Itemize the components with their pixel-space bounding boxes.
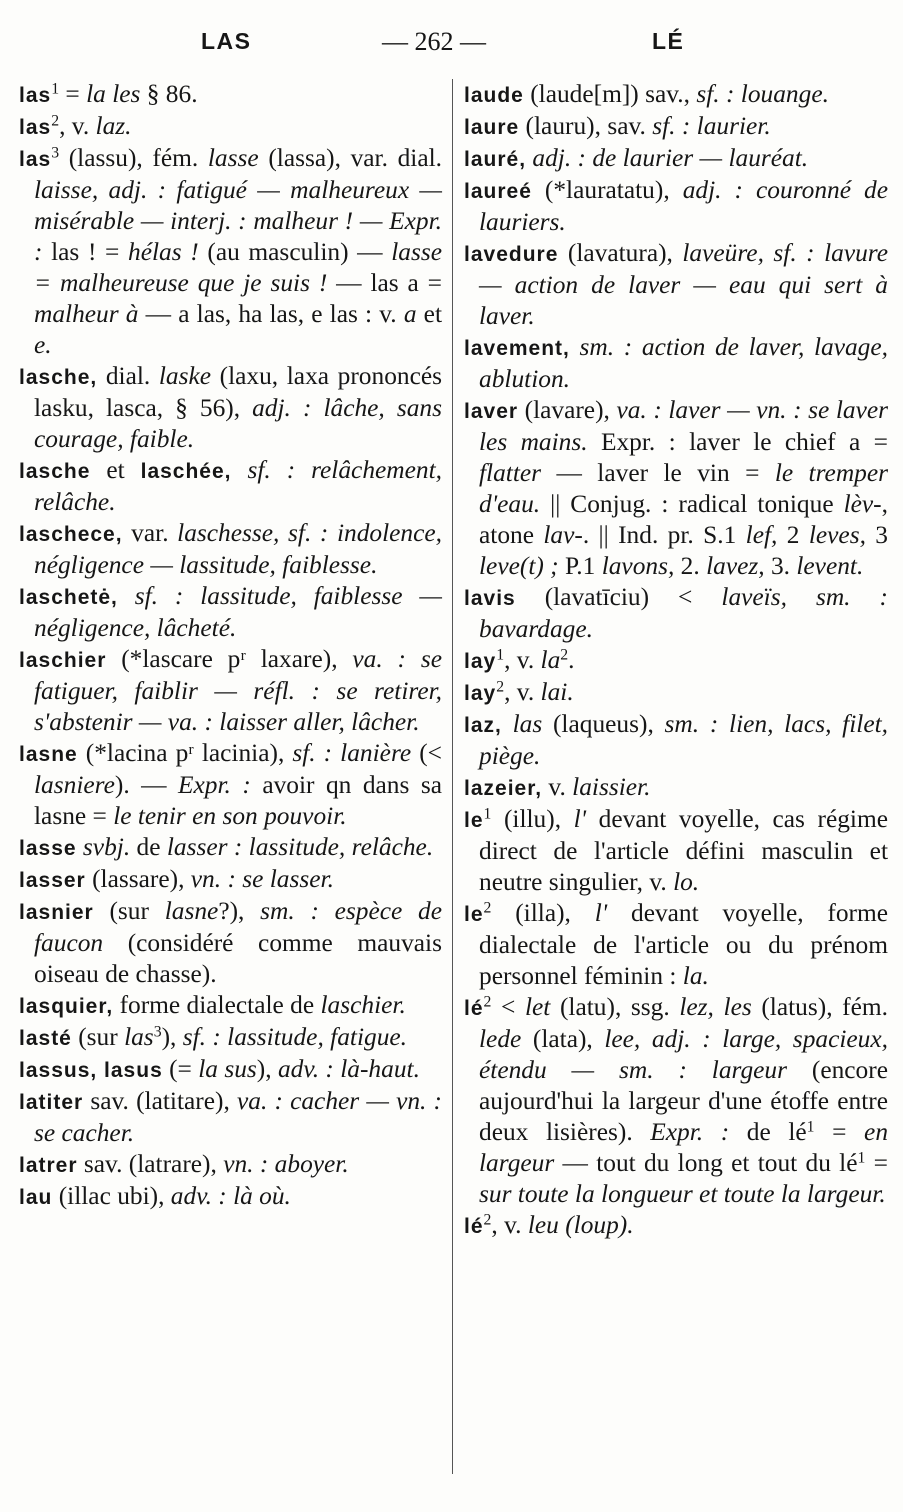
entry-text: , v.	[504, 678, 541, 706]
entry-text: (laqueus),	[542, 710, 665, 738]
dictionary-entry	[464, 645, 888, 677]
gloss-text: lasse	[207, 144, 259, 172]
gloss-text: a	[403, 300, 417, 328]
dictionary-entry	[19, 1022, 442, 1054]
gloss-text: leve(t) ;	[479, 552, 559, 580]
dictionary-entry	[464, 709, 888, 772]
dictionary-entry	[464, 111, 888, 143]
headword: lasse	[19, 837, 77, 860]
gloss-text: leu (loup).	[527, 1211, 634, 1239]
entry-text: || Conjug. : radical tonique	[540, 490, 844, 518]
gloss-text: va. : cacher — vn. : se cacher.	[34, 1087, 443, 1147]
entry-text: (illac ubi),	[52, 1182, 171, 1210]
gloss-text: sf. : louange.	[696, 80, 829, 108]
entry-text: — tout du long et tout du lé	[554, 1149, 858, 1177]
dictionary-entry	[19, 518, 442, 581]
entry-text: dial.	[97, 362, 159, 390]
entry-text: et	[90, 456, 141, 484]
running-head-left: LAS	[201, 28, 252, 54]
entry-text: (illu),	[491, 805, 574, 833]
dictionary-entry	[464, 175, 888, 238]
gloss-text: lede	[479, 1025, 522, 1053]
homograph-number: 2	[483, 1211, 492, 1229]
entry-text: devant voyelle, forme dialectale de l'article ou du prénom personnel féminin :	[479, 899, 889, 990]
gloss-text: laissier.	[572, 773, 651, 801]
entry-text: (au masculin) —	[198, 238, 392, 266]
entry-text: las ! =	[42, 238, 129, 266]
entry-text	[232, 456, 248, 484]
entry-text: (latu), ssg.	[550, 993, 680, 1021]
headword: laschier	[19, 649, 107, 672]
gloss-text: laisse, adj. : fatigué — malheureux — misérable — interj. : malheur ! — Expr. :	[34, 176, 442, 266]
entry-text: (laxu, laxa prononcés lasku, lasca, § 56),	[34, 362, 443, 422]
entry-text: P.1	[558, 552, 602, 580]
dictionary-entry	[19, 990, 442, 1022]
gloss-text: adj. : de laurier — lauréat.	[532, 144, 809, 172]
entry-text: § 86.	[140, 80, 198, 108]
page-number: — 262 —	[382, 27, 486, 56]
headword: lé	[464, 1215, 484, 1238]
dictionary-entry	[464, 992, 888, 1210]
gloss-text: lee, adj. : large, spacieux, étendu — sm. : largeur	[479, 1025, 888, 1084]
gloss-text: laveüre, sf. : lavure — action de laver — eau qui sert à laver.	[479, 239, 889, 330]
entry-text: — las a =	[327, 269, 443, 297]
entry-text	[570, 333, 580, 361]
headword: las	[19, 116, 52, 139]
gloss-text: lèv-	[843, 490, 882, 518]
headword: lasté	[19, 1027, 72, 1050]
dictionary-entry	[464, 1210, 888, 1242]
entry-text: et	[416, 300, 443, 328]
headword: lazeier,	[464, 777, 543, 800]
dictionary-entry	[19, 1054, 442, 1086]
headword: le	[464, 809, 484, 832]
entry-text: (*lauratatu),	[531, 176, 683, 204]
entry-text: ),	[161, 1023, 183, 1051]
entry-text: sav. (latitare),	[83, 1087, 237, 1115]
dictionary-entry	[464, 772, 888, 804]
running-head	[0, 28, 903, 62]
headword: lavement,	[464, 337, 570, 360]
entry-text: (lassare),	[85, 865, 191, 893]
entry-text: =	[865, 1149, 888, 1177]
headword: lay	[464, 682, 497, 705]
entry-text: =	[59, 80, 87, 108]
gloss-text: lasne	[164, 897, 219, 925]
entry-text: , v.	[59, 112, 96, 140]
headword: las	[19, 84, 52, 107]
gloss-text: adj. : couronné de lauriers.	[479, 176, 888, 236]
gloss-text: leves,	[808, 521, 866, 549]
headword: lavedure	[464, 243, 559, 266]
entry-text: (lassu), fém.	[59, 144, 208, 172]
entry-text: (<	[411, 739, 442, 767]
entry-text: ?),	[218, 897, 261, 925]
dictionary-entry	[464, 79, 888, 111]
gloss-text: lef,	[745, 521, 778, 549]
dictionary-entry	[464, 395, 888, 582]
homograph-number: 2	[51, 112, 60, 130]
gloss-text: las	[512, 710, 543, 738]
headword: lé	[464, 997, 484, 1020]
headword: lasnier	[19, 901, 94, 924]
gloss-text: laske	[158, 362, 212, 390]
entry-text: ),	[256, 1055, 278, 1083]
homograph-number: 1	[496, 646, 505, 664]
headword: lasche,	[19, 366, 98, 389]
running-head-right: LÉ	[652, 28, 685, 54]
entry-text: (=	[162, 1055, 199, 1083]
headword: laschece,	[19, 523, 123, 546]
entry-text: 3.	[764, 552, 797, 580]
headword: laschée,	[140, 460, 232, 483]
gloss-text: lo.	[673, 868, 700, 896]
gloss-text: vn. : se lasser.	[190, 865, 334, 893]
gloss-text: laschier.	[320, 991, 406, 1019]
gloss-text: Expr. :	[650, 1118, 730, 1146]
dictionary-entry	[464, 898, 888, 992]
entry-text: forme dialectale de	[113, 991, 321, 1019]
dictionary-entry	[464, 332, 888, 395]
dictionary-entry	[464, 238, 888, 332]
entry-text: .	[568, 646, 575, 674]
headword: lasser	[19, 869, 86, 892]
homograph-number: 1	[857, 1149, 866, 1167]
gloss-text: va. : laver — vn. : se laver les mains.	[479, 396, 888, 456]
entry-text: <	[491, 993, 525, 1021]
gloss-text: adj. : lâche, sans courage, faible.	[34, 394, 442, 453]
entry-text: . || Ind. pr. S.1	[582, 521, 746, 549]
headword: laure	[464, 116, 520, 139]
gloss-text: lav-	[543, 521, 583, 549]
gloss-text: laz.	[95, 112, 132, 140]
headword: lau	[19, 1186, 53, 1209]
headword: lay	[464, 650, 497, 673]
homograph-number: 2	[483, 899, 492, 917]
gloss-text: vn. : aboyer.	[223, 1150, 349, 1178]
entry-text: de	[130, 833, 167, 861]
entry-text: (*lacina pʳ lacinia),	[77, 739, 293, 767]
gloss-text: flatter	[479, 459, 542, 487]
entry-text: (sur	[93, 897, 165, 925]
entry-text: (lavatīciu) <	[515, 583, 722, 611]
gloss-text: l'	[594, 899, 608, 927]
gloss-text: sm. : lien, lacs, filet, piège.	[479, 710, 888, 770]
gloss-text: lez, les	[679, 993, 752, 1021]
headword: laver	[464, 400, 519, 423]
headword: laschetė,	[19, 586, 118, 609]
gloss-text: laschesse, sf. : indolence, négligence — lassitude, faiblesse.	[34, 519, 442, 579]
entry-text: (considéré comme mauvais oiseau de chasse).	[34, 929, 442, 988]
dictionary-entry	[19, 738, 442, 832]
gloss-text: Expr. :	[178, 771, 251, 799]
entry-text: =	[814, 1118, 865, 1146]
dictionary-entry	[464, 677, 888, 709]
homograph-number: 1	[483, 805, 492, 823]
entry-text: Expr. : laver le chief a =	[587, 428, 888, 456]
gloss-text: l'	[573, 805, 587, 833]
dictionary-entry	[19, 111, 442, 143]
headword: lassus, lasus	[19, 1059, 163, 1082]
gloss-text: lai.	[540, 678, 574, 706]
entry-text: , v.	[491, 1211, 528, 1239]
gloss-text: sf. : lanière	[292, 739, 412, 767]
entry-text: (lavatura),	[558, 239, 683, 267]
left-column	[19, 79, 442, 1213]
right-column	[464, 79, 888, 1242]
entry-text: — a las, ha las, e las : v.	[138, 300, 404, 328]
entry-text: (lavare),	[518, 396, 617, 424]
dictionary-entry	[464, 804, 888, 898]
gloss-text: sf. : relâchement, relâche.	[34, 456, 442, 516]
gloss-text: sf. : lassitude, faiblesse — négligence, lâcheté.	[34, 582, 442, 642]
entry-text: (lassa), var. dial.	[258, 144, 442, 172]
gloss-text: lasniere	[34, 771, 115, 799]
gloss-text: adv. : là où.	[170, 1182, 291, 1210]
headword: le	[464, 903, 484, 926]
entry-text: (lauru), sav.	[519, 112, 653, 140]
entry-text: ). —	[114, 771, 179, 799]
dictionary-entry	[19, 581, 442, 644]
headword: lauré,	[464, 148, 527, 171]
dictionary-entry	[19, 1086, 442, 1149]
gloss-text: la les	[86, 80, 141, 108]
entry-text	[502, 710, 513, 738]
entry-text: , v.	[504, 646, 541, 674]
gloss-text: lavez,	[706, 552, 765, 580]
entry-text: — laver le vin =	[541, 459, 775, 487]
gloss-text: sf. : lassitude, fatigue.	[182, 1023, 408, 1051]
gloss-text: sm. : action de laver, lavage, ablution.	[479, 333, 888, 393]
entry-text: (*lascare pʳ laxare),	[106, 645, 353, 673]
dictionary-entry	[19, 896, 442, 990]
gloss-text: lasser : lassitude, relâche.	[166, 833, 434, 861]
entry-text: 2.	[674, 552, 707, 580]
headword: lasne	[19, 743, 78, 766]
headword: latrer	[19, 1154, 78, 1177]
homograph-number: 2	[560, 646, 569, 664]
entry-text: de lé	[729, 1118, 807, 1146]
gloss-text: le tenir en son pouvoir.	[113, 802, 347, 830]
headword: las	[19, 148, 52, 171]
dictionary-entry	[19, 361, 442, 455]
homograph-number: 1	[806, 1118, 815, 1136]
gloss-text: la.	[682, 962, 709, 990]
headword: laureé	[464, 180, 532, 203]
gloss-text: levent.	[796, 552, 864, 580]
homograph-number: 2	[483, 993, 492, 1011]
headword: lasche	[19, 460, 91, 483]
gloss-text: adv. : là-haut.	[277, 1055, 420, 1083]
gloss-text: e.	[34, 331, 52, 359]
headword: lasquier,	[19, 995, 114, 1018]
column-rule	[452, 79, 453, 1474]
entry-text: 3	[865, 521, 888, 549]
gloss-text: lasse = malheureuse que je suis !	[34, 238, 443, 297]
gloss-text: sur toute la longueur et toute la largeur.	[479, 1180, 886, 1208]
homograph-number: 1	[51, 80, 60, 98]
dictionary-entry	[19, 143, 442, 361]
dictionary-entry	[19, 644, 442, 738]
homograph-number: 3	[153, 1023, 162, 1041]
entry-text: v.	[542, 773, 573, 801]
gloss-text: la sus	[198, 1055, 257, 1083]
entry-text: avoir qn dans sa lasne =	[34, 771, 442, 830]
entry-text	[118, 582, 135, 610]
dictionary-entry	[19, 832, 442, 864]
homograph-number: 2	[496, 678, 505, 696]
entry-text: sav. (latrare),	[77, 1150, 224, 1178]
gloss-text: le tremper d'eau.	[479, 459, 888, 518]
dictionary-entry	[19, 1181, 442, 1213]
dictionary-entry	[19, 864, 442, 896]
gloss-text: la	[540, 646, 561, 674]
entry-text: (lata),	[521, 1025, 605, 1053]
entry-text: (latus), fém.	[751, 993, 889, 1021]
entry-text: (encore aujourd'hui la largeur d'une étoffe entre deux lisières).	[479, 1056, 888, 1146]
gloss-text: sm. : espèce de faucon	[34, 897, 443, 957]
headword: laude	[464, 84, 524, 107]
gloss-text: las	[124, 1023, 154, 1051]
gloss-text: let	[524, 993, 551, 1021]
entry-text: (laude[m]) sav.,	[523, 80, 697, 108]
dictionary-entry	[464, 582, 888, 645]
headword: lavis	[464, 587, 516, 610]
dictionary-entry	[464, 143, 888, 175]
gloss-text: en largeur	[479, 1118, 889, 1177]
entry-text: devant voyelle, cas régime direct de l'article défini masculin et neutre singulier, v.	[479, 805, 888, 896]
headword: laz,	[464, 714, 502, 737]
entry-text: (illa),	[491, 899, 595, 927]
gloss-text: lavons,	[601, 552, 675, 580]
dictionary-entry	[19, 1149, 442, 1181]
entry-text: 2	[777, 521, 809, 549]
homograph-number: 3	[51, 144, 60, 162]
gloss-text: svbj.	[82, 833, 131, 861]
entry-text: (sur	[71, 1023, 125, 1051]
gloss-text: malheur à	[34, 300, 139, 328]
gloss-text: va. : se fatiguer, faiblir — réfl. : se retirer, s'abstenir — va. : laisser aller, lâcher.	[34, 645, 442, 736]
dictionary-entry	[19, 79, 442, 111]
entry-text: , atone	[479, 490, 888, 549]
headword: latiter	[19, 1091, 84, 1114]
gloss-text: hélas !	[128, 238, 199, 266]
dictionary-entry	[19, 455, 442, 518]
gloss-text: sf. : laurier.	[652, 112, 771, 140]
gloss-text: laveïs, sm. : bavardage.	[479, 583, 888, 643]
entry-text: var.	[122, 519, 178, 547]
